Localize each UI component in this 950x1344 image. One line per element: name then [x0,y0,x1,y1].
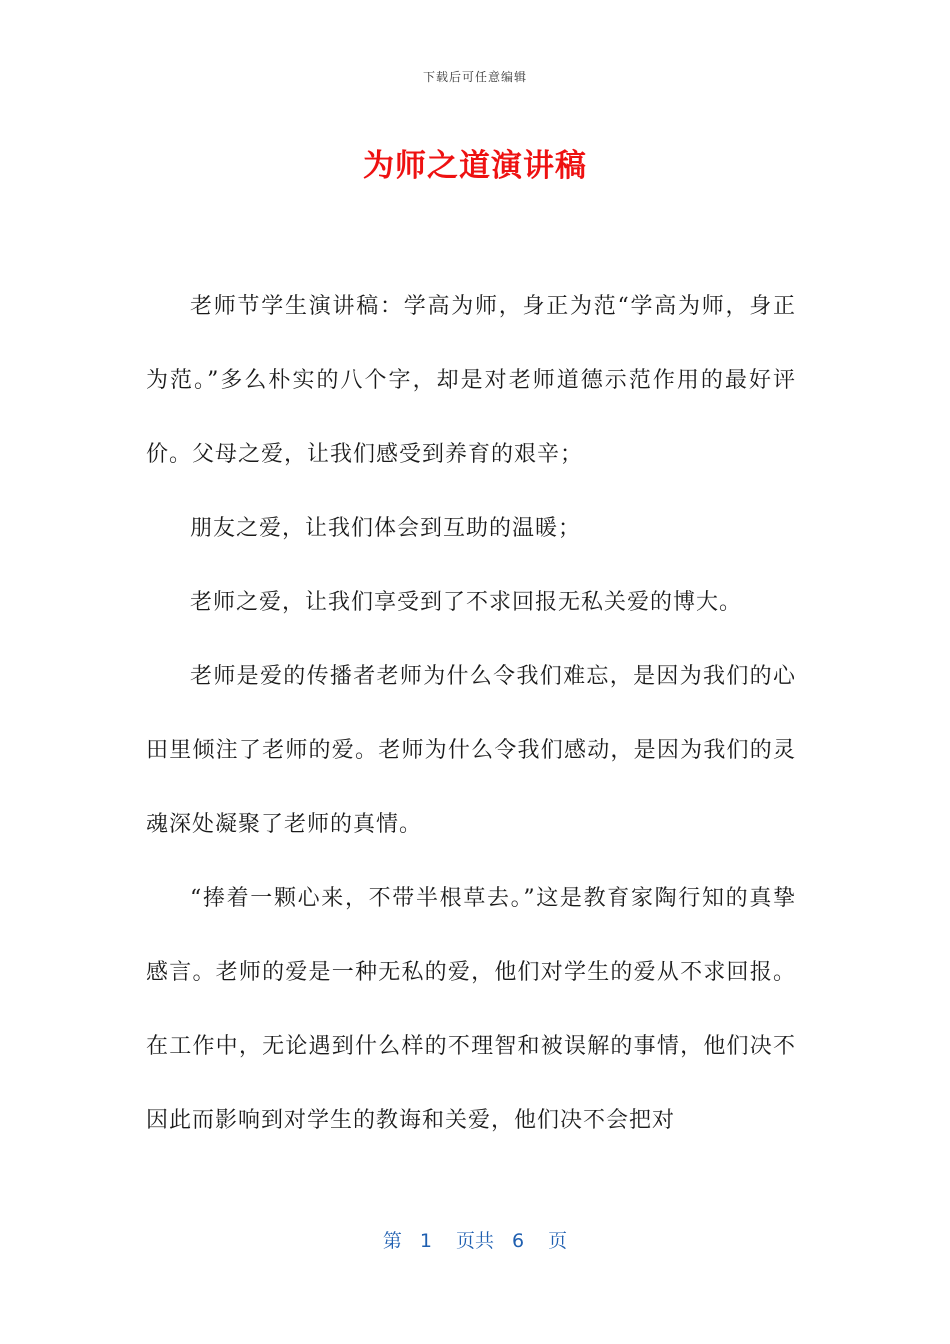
paragraph: 老师之爱，让我们享受到了不求回报无私关爱的博大。 [190,590,743,615]
page-footer [0,1226,950,1253]
paragraph: 老师是爱的传播者老师为什么令我们难忘，是因为我们的心田里倾注了老师的爱。老师为什么令我们感动，是因为我们的灵魂深处凝聚了老师的真情。 [146,664,796,837]
document-body [146,270,796,1158]
footer-middle: 页共 [455,1230,494,1252]
paragraph: 朋友之爱，让我们体会到互助的温暖； [190,516,582,541]
total-pages-number: 6 [512,1230,525,1252]
footer-prefix: 第 [382,1230,402,1252]
paragraph: “捧着一颗心来，不带半根草去。”这是教育家陶行知的真挚感言。老师的爱是一种无私的爱，他们对学生的爱从不求回报。在工作中，无论遇到什么样的不理智和被误解的事情，他们决不因此而影响到对学生的教诲和关爱，他们决不会把对 [146,886,796,1133]
footer-suffix: 页 [548,1230,568,1252]
header-note: 下载后可任意编辑 [422,70,527,84]
paragraph: 老师节学生演讲稿：学高为师，身正为范“学高为师，身正为范。”多么朴实的八个字，却是对老师道德示范作用的最好评价。父母之爱，让我们感受到养育的艰辛； [146,294,796,467]
current-page-number: 1 [419,1230,432,1252]
document-title: 为师之道演讲稿 [363,148,587,184]
